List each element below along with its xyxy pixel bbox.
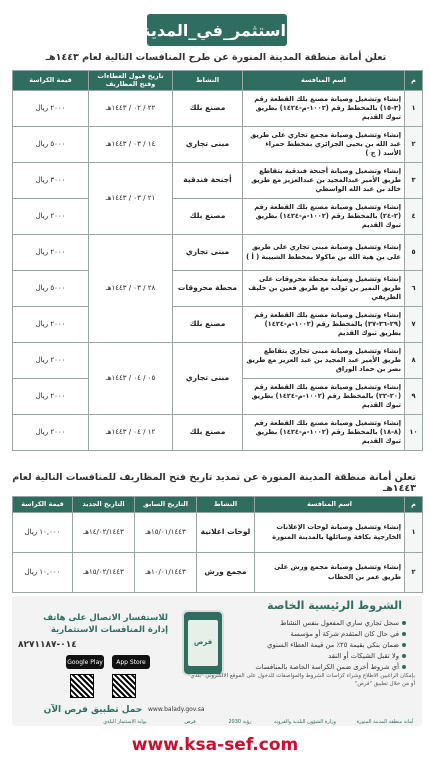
col-type: النشاط [197, 497, 255, 513]
table-row: ٩ إنشاء وتشغيل وصيانة مصنع بلك القطعة رقم (٢٠-٢٢) بالمخطط رقم (١٠٠٢-م-١٤٢٤) بطريق تبوك القديم ٢٠٠٠ ريال [13, 379, 423, 415]
furas-app-label: فرص [193, 638, 213, 646]
qr-code-icon [70, 674, 94, 698]
google-play-badge[interactable]: Google Play [66, 655, 104, 669]
condition-item: ضمان بنكي بقيمة ٢٥٪ من قيمة العطاء السنوي [231, 640, 406, 651]
col-new-date: التاريخ الجديد [73, 497, 135, 513]
purchase-note: بإمكان الراغبين الاطلاع وشراء كراسات الشروط والمواصفات للدخول على الموقع الالكتروني "بلدي" أو من خلال تطبيق "فرص" [187, 673, 415, 687]
heading-extension: تعلن أمانة منطقة المدينة المنورة عن تمديد تاريخ فتح المظاريف للمنافسات التالية لعام ١٤٤٣هـ [12, 472, 416, 494]
table-row: ٧ إنشاء وتشغيل وصيانة مصنع بلك القطعة رقم (٢٩-٣٦-٣٧) بالمخطط رقم (١٠٠٢-م-١٤٢٤) بطريق تبوك القديم مصنع بلك ٢٠٠٠ ريال [13, 307, 423, 343]
tenders-table [12, 70, 423, 451]
amanah-logo: أمانة منطقة المدينة المنورة [356, 719, 414, 725]
table-row: ٢ إنشاء وتشغيل وصيانة مجمع تجاري على طريق عبد الله بن يحيى الجزائري بمخطط حمراء الأسد ( ج ) مبنى تجاري ١٤ / ٠٣ / ١٤٤٣هـ ٥٠٠٠ ريال [13, 127, 423, 163]
app-store-badge[interactable]: App Store [112, 655, 150, 669]
col-num: م [405, 71, 423, 91]
heading-new-tenders: تعلن أمانة منطقة المدينة المنورة عن طرح المنافسات التالية لعام ١٤٤٣هـ [45, 51, 387, 63]
vision-logo: رؤية 2030 [228, 719, 252, 725]
col-name: اسم المنافسة [243, 71, 405, 91]
table-row: ١ إنشاء وتشغيل وصيانة لوحات الإعلانات الخارجية بكافة وسائلها بالمدينة المنورة لوحات اعلانية ١٥/٠١/١٤٤٣هـ ١٤/٠٢/١٤٤٣هـ ١٠,٠٠٠ ريال [13, 513, 423, 553]
table-row: ٥ إنشاء وتشغيل وصيانة مبنى تجاري على طريق على بن هبة الله بن ماكولا بمخطط الشبيبة ( أ ) مبنى تجاري ٢٨ / ٠٣ / ١٤٤٣هـ ٢٠٠٠ ريال [13, 235, 423, 271]
table-row: ٤ إنشاء وتشغيل وصيانة مصنع بلك القطعة رقم (٢-٢٤) بالمخطط رقم (١٠٠٢-م-١٤٢٤) بطريق تبوك القديم مصنع بلك ٢٠٠٠ ريال [13, 199, 423, 235]
furas-logo: فرص [184, 719, 196, 725]
col-old-date: التاريخ السابق [135, 497, 197, 513]
contact-line2: إدارة المنافسات الاستثمارية [50, 625, 168, 635]
condition-item: أي شروط أخرى ضمن الكراسة الخاصة بالمنافسات [231, 662, 406, 673]
phone-number[interactable]: ٠١٤-٨٢٧١١٨٧ [18, 640, 77, 650]
contact-text [18, 612, 168, 636]
balady-link[interactable]: www.balady.gov.sa [148, 706, 205, 713]
phone-icon [182, 610, 224, 676]
condition-item: ولا تقبل الشيكات أو النقد [231, 651, 406, 662]
download-app-text: حمل تطبيق فرص الآن [43, 705, 143, 715]
table-row: ١ إنشاء وتشغيل وصيانة مصنع بلك القطعة رقم (٣-١٥) بالمخطط رقم (١٠٠٢-م-١٤٢٤) بطريق تبوك القديم مصنع بلك ٢٢ / ٠٢ / ١٤٤٣هـ ٢٠٠٠ ريال [13, 91, 423, 127]
col-price: قيمة الكراسة [13, 497, 73, 513]
condition-item: في حال كان المتقدم شركة أو مؤسسة [231, 629, 406, 640]
condition-item: سجل تجاري ساري المفعول بنفس النشاط [231, 618, 406, 629]
table-row: ٣ إنشاء وتشغيل وصيانة أجنحة فندقية بتقاطع طريق الأمير عبدالمجيد بن عبدالعزيز مع طريق خالد بن عبد الله الواسطي أجنحة فندقية ٢١ / ٠٣ / ١٤٤٣هـ ٣٠٠٠ ريال [13, 163, 423, 199]
banner-text: #استثمر_في_المدينة [134, 20, 300, 40]
col-date: تاريخ قبول العطاءات وفتح المظاريف [89, 71, 173, 91]
table-row: ٢ إنشاء وتشغيل وصيانة مجمع ورش على طريق عمر بن الخطاب مجمع ورش ١٠/٠١/١٤٤٣هـ ١٥/٠٢/١٤٤٣هـ ١٠,٠٠٠ ريال [13, 553, 423, 593]
campaign-banner [134, 14, 300, 46]
table-row: ٦ إنشاء وتشغيل وصيانة محطة محروقات على طريق النمير بن ثولب مع طريق قعين بن حليف الطريفي محطة محروقات ٥٠٠٠ ريال [13, 271, 423, 307]
col-type: النشاط [173, 71, 243, 91]
contact-line1: للاستفسار الاتصال على هاتف [43, 613, 168, 623]
col-name: اسم المنافسة [255, 497, 405, 513]
ministry-logo: وزارة الشؤون البلدية والقروية [274, 719, 336, 725]
watermark: www.ksa-sef.com [131, 735, 299, 755]
table-row: ٨ إنشاء وتشغيل وصيانة مبنى تجاري بتقاطع طريق الأمير عبد المجيد بن عبد العزيز مع طريق نصر بن حماد الوراق مبنى تجاري ٠٥ / ٠٤ / ١٤٤٣هـ ٢٠٠٠ ريال [13, 343, 423, 379]
conditions-title: الشروط الرئيسية الخاصة [267, 599, 402, 612]
col-price: قيمة الكراسة [13, 71, 89, 91]
investment-portal-logo: بوابة الاستثمار البلدي [103, 719, 147, 725]
col-num: م [405, 497, 423, 513]
table-row: ١٠ إنشاء وتشغيل وصيانة مصنع بلك القطعة رقم (٨-١٨) بالمخطط رقم (١٠٠٢-م-١٤٢٤) بطريق تبوك القديم مصنع بلك ١٢ / ٠٤ / ١٤٤٣هـ ٢٠٠٠ ريال [13, 415, 423, 451]
extension-table [12, 496, 423, 593]
qr-code-icon [112, 674, 136, 698]
